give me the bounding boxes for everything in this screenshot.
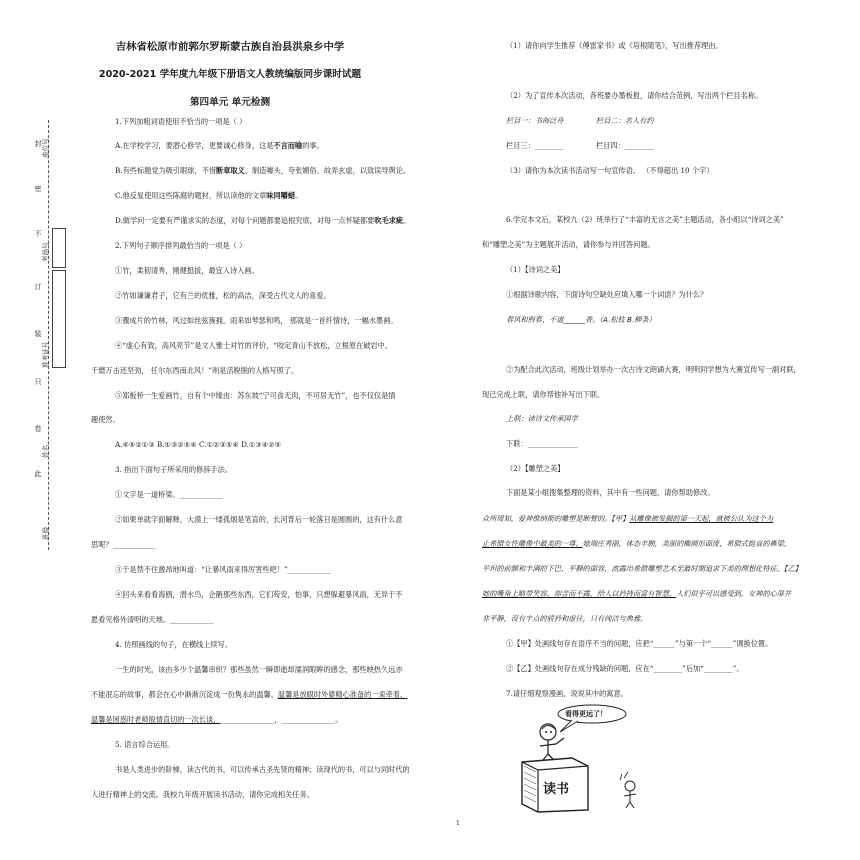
q7-stem: 7.请仔细观察漫画，说说其中的寓意。 bbox=[506, 689, 628, 698]
sculpture-passage-1: 众所周知，爱神维纳斯的雕塑是断臂的。【甲】从雕像被发掘的第一天起，就被公认为这个为 bbox=[482, 514, 774, 523]
binding-dashed-line bbox=[48, 120, 49, 550]
q4-passage-b: 不能泯忘的故事，都会在心中渐渐沉淀成一份隽永的温馨。温馨是放眼时外婆精心准备的一束牵着， bbox=[91, 690, 408, 699]
q4-passage-a: 一生的时光，该由多少个温馨串织？那些虽然一瞬即逝却濡润眼眸的感念，那些映热久远亦 bbox=[115, 665, 403, 674]
q3-item-1: ①文字是一道桥梁。____________ bbox=[115, 490, 223, 499]
sculpture-passage-2: 止希腊女性雕像中最美的一尊。她端庄秀丽，体态丰腴，美丽的椭圆形面庞，希腊式挺直的鼻梁， bbox=[482, 539, 792, 548]
field-exam-room: 考场号 bbox=[42, 242, 50, 262]
r-task-2: （2）为了宣传本次活动，各班要办墨板报，请你结合范例，写出两个栏目名称。 bbox=[506, 91, 763, 100]
q6-part-1-q2a: ②为配合此次活动，班级计划举办一次古诗文朗诵大赛，明明同学想为大赛宣传写一副对联， bbox=[506, 365, 801, 374]
q2-sentence-4b: 千磨万击还坚劲， 任尔东西南北风！”则是活脱脱的人格写照了。 bbox=[91, 366, 299, 375]
q2-sentence-5b: 趣使然。 bbox=[91, 415, 120, 424]
q6-stem-b: 和“雕塑之美”为主题展开活动，请你参与并回答问题。 bbox=[482, 240, 655, 249]
seal-char-3: 不 bbox=[34, 230, 42, 238]
r-column-1: 栏目一：书海泛舟 bbox=[506, 116, 564, 125]
sculpture-passage-3: 平坦的前额和丰满的下巴，平静的面容，流露出希腊雕塑艺术至最时期追求下美的理想化特征。【乙】 bbox=[482, 564, 802, 573]
q5-passage-b: 人进行精神上的交流。我校九年级开展读书活动，请你完成相关任务。 bbox=[91, 790, 314, 799]
r-column-3: 栏目三：________ bbox=[506, 141, 564, 150]
q6-part-2: （2）【雕塑之美】 bbox=[506, 464, 565, 473]
q6-part-1: （1）【诗词之美】 bbox=[506, 265, 565, 274]
seal-char-1: 封 bbox=[34, 140, 42, 148]
exam-title: 2020-2021 学年度九年级下册语文人教统编版同步课时试题 bbox=[98, 69, 362, 80]
q4-stem: 4. 仿照画线的句子，在横线上续写。 bbox=[115, 640, 232, 649]
q2-sentence-1: ①竹，柔韧清秀，刚健挺拔，最宜入诗入画。 bbox=[115, 266, 259, 275]
q5-stem: 5. 语言综合运用。 bbox=[115, 740, 175, 749]
seal-char-6: 只 bbox=[34, 378, 42, 386]
q1-option-d: D.做学问一定要有严谨求实的态度，对每个问题都要追根究底，对每一点怀疑都要吹毛求疵。 bbox=[115, 216, 411, 225]
q2-sentence-4a: ④“虚心有致，高风亮节”是文人雅士对竹的评价，“咬定青山不放松，立根原在破岩中。 bbox=[115, 341, 392, 350]
q5-passage-a: 书是人类进步的阶梯，读古代的书，可以传承古圣先贤的精神；读现代的书，可以与同时代的 bbox=[115, 765, 410, 774]
q3-item-2a: ②如果单就字面解释，大漠上一缕孤烟是笔直的，长河背后一轮落日是圆圆的，这有什么意 bbox=[115, 515, 403, 524]
q6-part-1-question: ①根据诗歌内容，下面诗句空缺处应填入哪一个词语？为什么？ bbox=[506, 290, 708, 299]
reading-comic bbox=[510, 702, 665, 814]
couplet-lower: 下联：______________ bbox=[506, 439, 578, 448]
exam-room-grid bbox=[52, 228, 66, 268]
field-class: 班级 bbox=[42, 526, 50, 540]
r-column-4: 栏目四：________ bbox=[596, 141, 654, 150]
q1-option-b: B.有些标题党为吸引眼球，不惜断章取义、制造噱头，夸张媚俗、故弄玄虚，以致误导舆论。 bbox=[115, 166, 411, 175]
q1-option-a: A.在学校学习，要潜心修学，更要诚心修身，这是不言而喻的事。 bbox=[115, 141, 324, 150]
comic-book-label: 读书 bbox=[543, 782, 570, 797]
sculpture-passage-5: 非平静，沒有丰点的骄矜和虚往，只有纯洁与典雅。 bbox=[482, 614, 648, 623]
q1-option-c: C.他反复使用这些陈腐的题材，所以读他的文章味同嚼蜡。 bbox=[115, 191, 303, 200]
seal-char-2: 密 bbox=[34, 185, 42, 193]
page-number: 1 bbox=[456, 820, 460, 827]
ticket-number-grid bbox=[52, 270, 66, 368]
couplet-upper: 上联：读诗文传承国学 bbox=[506, 414, 578, 423]
seal-char-4: 订 bbox=[34, 283, 42, 291]
q6-poem-line: 春风和煦春，不道______香。（A.松枝 B.柳条） bbox=[506, 315, 656, 324]
sculpture-question-2: ②【乙】处画线句存在成分残缺的问题，应在“________”后加“________”。 bbox=[506, 664, 744, 673]
q2-options: A.④⑤②①③ B.①③②⑤④ C.①②③⑤④ D.①③④②⑤ bbox=[115, 440, 282, 449]
q2-sentence-3: ③骤成片的竹林，风过如丝弦簇拥，雨来如琴瑟和鸣， 那就是一首纤情诗，一幅水墨画。 bbox=[115, 316, 398, 325]
q3-item-4a: ④回头来看看海鸥，潜水鸟，企鹅那些东西，它们苟安，怕事，只想躲避暴风雨，无异于不 bbox=[115, 590, 403, 599]
q4-passage-c: 温馨是困惑时老师殷情直切的一次长谈，_______________，_______________。 bbox=[91, 715, 343, 724]
q3-item-2b: 思呢？____________ bbox=[91, 540, 156, 549]
r-column-2: 栏目二：名人有约 bbox=[596, 116, 654, 125]
unit-title: 第四单元 单元检测 bbox=[189, 97, 271, 108]
r-task-3: （3）请你为本次读书活动写一句宣传语。 （不得超出 10 个字） bbox=[506, 166, 714, 175]
q2-sentence-5a: ⑤郑板桥一生爱画竹，自有个中缘由：苏东坡“宁可食无肉，不可居无竹”，也不仅仅是情 bbox=[115, 391, 396, 400]
r-task-1: （1）请你向学生推荐《傅雷家书》或《培根随笔》，写出推荐理由。 bbox=[506, 41, 723, 50]
school-title: 吉林省松原市前郭尔罗斯蒙古族自治县洪泉乡中学 bbox=[115, 41, 345, 53]
q6-part-2-intro: 下面是某小组搜集整理的资料，其中有一些问题，请你帮助修改。 bbox=[506, 488, 715, 497]
comic-bubble-text: 看得更远了！ bbox=[565, 710, 607, 718]
q6-stem-a: 6.学完本文后，某校九（2）班举行了“丰富的无言之美”主题活动，各小组以“诗词之美” bbox=[506, 215, 784, 224]
field-ticket-number: 准考证号 bbox=[42, 341, 50, 368]
field-name: 姓名 bbox=[42, 444, 50, 458]
q1-stem: 1.下列加粗词语使用不恰当的一项是（ ） bbox=[115, 117, 247, 126]
q3-item-4b: 愿看见格外清明的天地。____________ bbox=[91, 615, 214, 624]
q3-stem: 3. 指出下面句子所采用的修辞手法。 bbox=[115, 465, 232, 474]
field-seat-number: 座位号 bbox=[42, 138, 50, 158]
q3-item-3: ③于是禁不住激昂地叫道：“让暴风雨来得厉害些吧！”____________ bbox=[115, 565, 331, 574]
sculpture-question-1: ①【甲】处画线句存在语序不当的问题，应把“______”与第一个“______”调换位置。 bbox=[506, 639, 773, 648]
seal-char-7: 卷 bbox=[34, 425, 42, 433]
q2-stem: 2.下列句子顺序排列最恰当的一项是（ ） bbox=[115, 241, 247, 250]
q2-sentence-2: ②竹如谦谦君子，它有兰的优雅，松的高洁，深受古代文人的喜爱。 bbox=[115, 291, 331, 300]
sculpture-passage-4: 她的嘴角上略带笑容，却含而不露，给人以矜持而富有智慧，人们似乎可以感受到，女神的心扉并 bbox=[482, 589, 792, 598]
q6-part-1-q2b: 现已完成上联，请你帮他补写出下联。 bbox=[482, 390, 605, 399]
seal-char-5: 装 bbox=[34, 330, 42, 338]
seal-char-8: 此 bbox=[34, 470, 42, 478]
